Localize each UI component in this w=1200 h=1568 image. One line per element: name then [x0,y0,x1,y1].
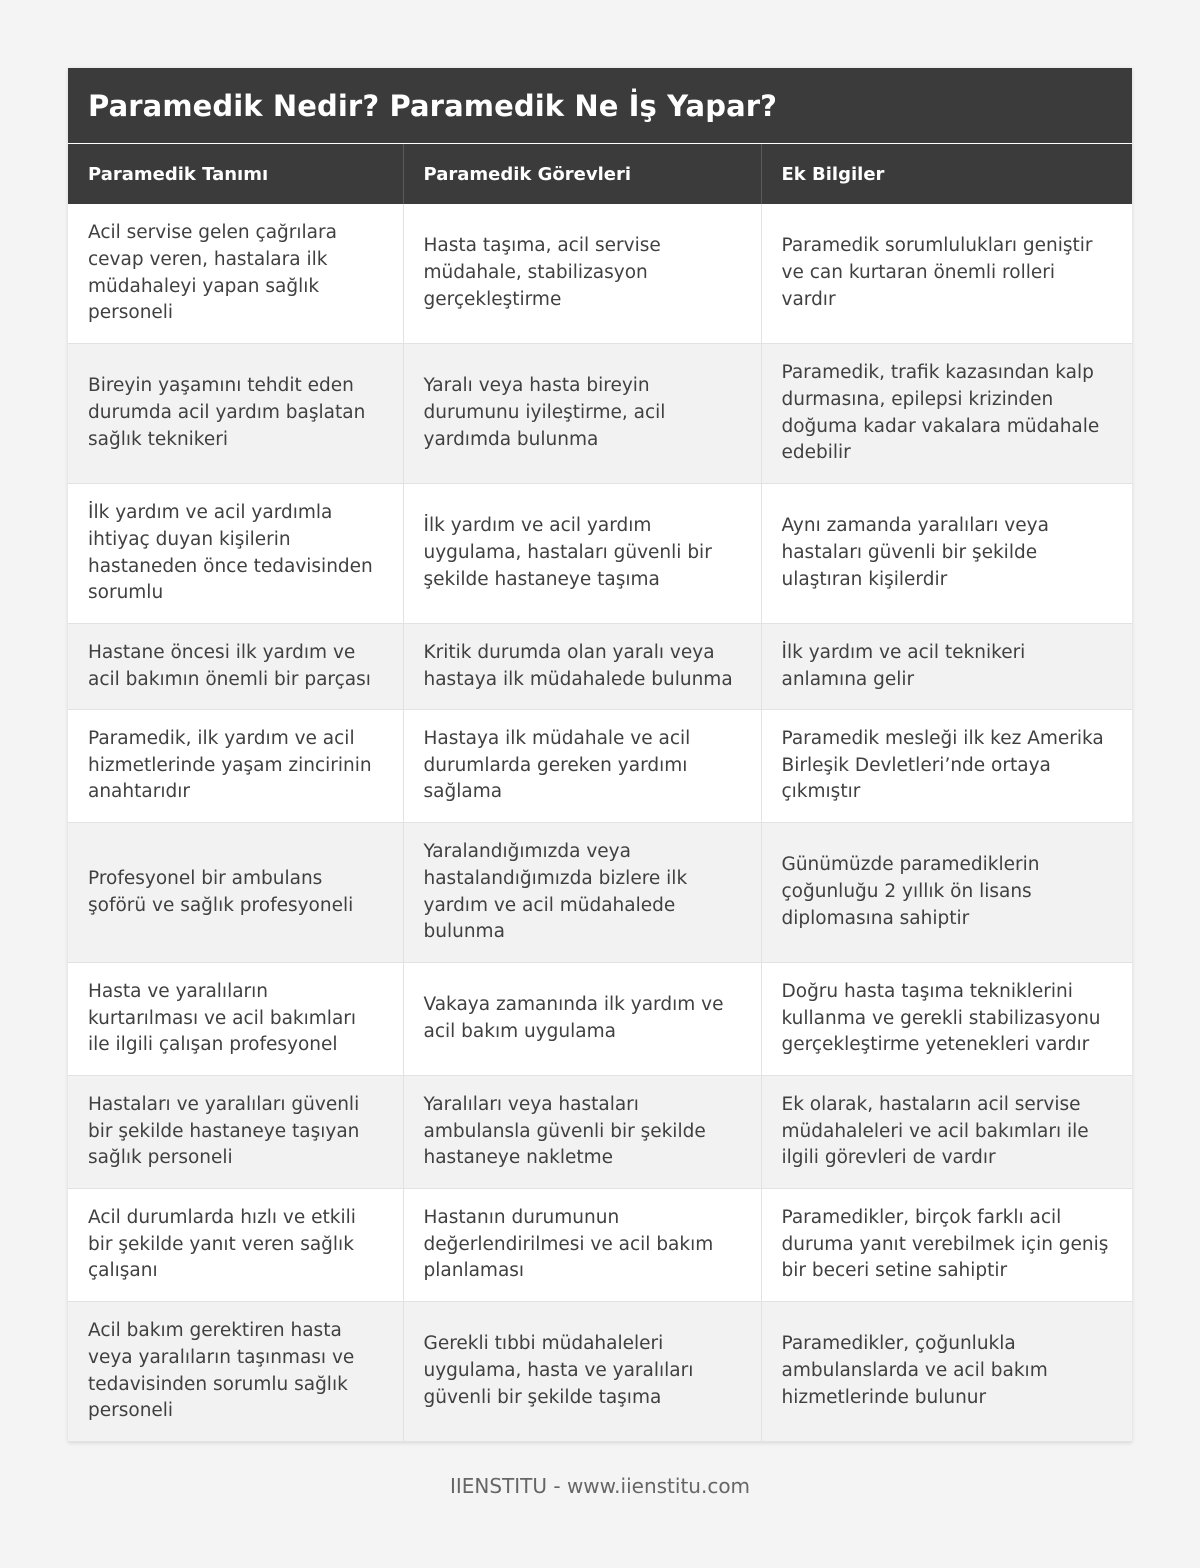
table-row [68,1189,1132,1302]
table-row [68,823,1132,963]
table-cell: Ek olarak, hastaların acil servise müdahaleleri ve acil bakımları ile ilgili görevleri de vardır [761,1076,1132,1189]
table-cell: Gerekli tıbbi müdahaleleri uygulama, hasta ve yaralıları güvenli bir şekilde taşıma [403,1302,761,1442]
table-row [68,204,1132,344]
table-cell: Aynı zamanda yaralıları veya hastaları güvenli bir şekilde ulaştıran kişilerdir [761,484,1132,624]
column-header-additional-info: Ek Bilgiler [761,144,1132,204]
table-cell: Günümüzde paramediklerin çoğunluğu 2 yıllık ön lisans diplomasına sahiptir [761,823,1132,963]
column-header-definition: Paramedik Tanımı [68,144,403,204]
table-cell: İlk yardım ve acil yardım uygulama, hastaları güvenli bir şekilde hastaneye taşıma [403,484,761,624]
table-cell: İlk yardım ve acil yardımla ihtiyaç duyan kişilerin hastaneden önce tedavisinden sorumlu [68,484,403,624]
table-cell: Kritik durumda olan yaralı veya hastaya ilk müdahalede bulunma [403,624,761,710]
table-cell: Hasta taşıma, acil servise müdahale, stabilizasyon gerçekleştirme [403,204,761,344]
table-row [68,344,1132,484]
table-cell: Vakaya zamanında ilk yardım ve acil bakım uygulama [403,963,761,1076]
table-header-row [68,144,1132,204]
table-cell: Yaralı veya hasta bireyin durumunu iyileştirme, acil yardımda bulunma [403,344,761,484]
page-title: Paramedik Nedir? Paramedik Ne İş Yapar? [88,88,778,123]
paramedic-table [68,144,1132,1442]
table-cell: Hastanın durumunun değerlendirilmesi ve acil bakım planlaması [403,1189,761,1302]
table-cell: Paramedik mesleği ilk kez Amerika Birleşik Devletleri’nde ortaya çıkmıştır [761,710,1132,823]
table-row [68,1302,1132,1442]
table-cell: Paramedik sorumlulukları geniştir ve can kurtaran önemli rolleri vardır [761,204,1132,344]
table-cell: Yaralandığımızda veya hastalandığımızda bizlere ilk yardım ve acil müdahalede bulunma [403,823,761,963]
table-cell: Hastaları ve yaralıları güvenli bir şekilde hastaneye taşıyan sağlık personeli [68,1076,403,1189]
table-cell: Paramedikler, birçok farklı acil duruma yanıt verebilmek için geniş bir beceri setine sahiptir [761,1189,1132,1302]
table-cell: Yaralıları veya hastaları ambulansla güvenli bir şekilde hastaneye nakletme [403,1076,761,1189]
table-cell: Paramedik, trafik kazasından kalp durmasına, epilepsi krizinden doğuma kadar vakalara müdahale edebilir [761,344,1132,484]
table-cell: Hastane öncesi ilk yardım ve acil bakımın önemli bir parçası [68,624,403,710]
table-cell: Bireyin yaşamını tehdit eden durumda acil yardım başlatan sağlık teknikeri [68,344,403,484]
table-row [68,1076,1132,1189]
table-cell: Hasta ve yaralıların kurtarılması ve acil bakımları ile ilgili çalışan profesyonel [68,963,403,1076]
table-cell: İlk yardım ve acil teknikeri anlamına gelir [761,624,1132,710]
table-row [68,710,1132,823]
footer-credit: IIENSTITU - www.iienstitu.com [449,1474,751,1498]
table-cell: Profesyonel bir ambulans şoförü ve sağlık profesyoneli [68,823,403,963]
title-bar [68,68,1132,144]
table-cell: Paramedikler, çoğunlukla ambulanslarda ve acil bakım hizmetlerinde bulunur [761,1302,1132,1442]
table-cell: Acil bakım gerektiren hasta veya yaralıların taşınması ve tedavisinden sorumlu sağlık personeli [68,1302,403,1442]
table-cell: Hastaya ilk müdahale ve acil durumlarda gereken yardımı sağlama [403,710,761,823]
table-cell: Doğru hasta taşıma tekniklerini kullanma ve gerekli stabilizasyonu gerçekleştirme yetenekleri vardır [761,963,1132,1076]
table-cell: Acil durumlarda hızlı ve etkili bir şekilde yanıt veren sağlık çalışanı [68,1189,403,1302]
table-row [68,963,1132,1076]
column-header-duties: Paramedik Görevleri [403,144,761,204]
table-row [68,484,1132,624]
content-card [68,68,1132,1442]
table-row [68,624,1132,710]
table-cell: Acil servise gelen çağrılara cevap veren, hastalara ilk müdahaleyi yapan sağlık personeli [68,204,403,344]
table-cell: Paramedik, ilk yardım ve acil hizmetlerinde yaşam zincirinin anahtarıdır [68,710,403,823]
